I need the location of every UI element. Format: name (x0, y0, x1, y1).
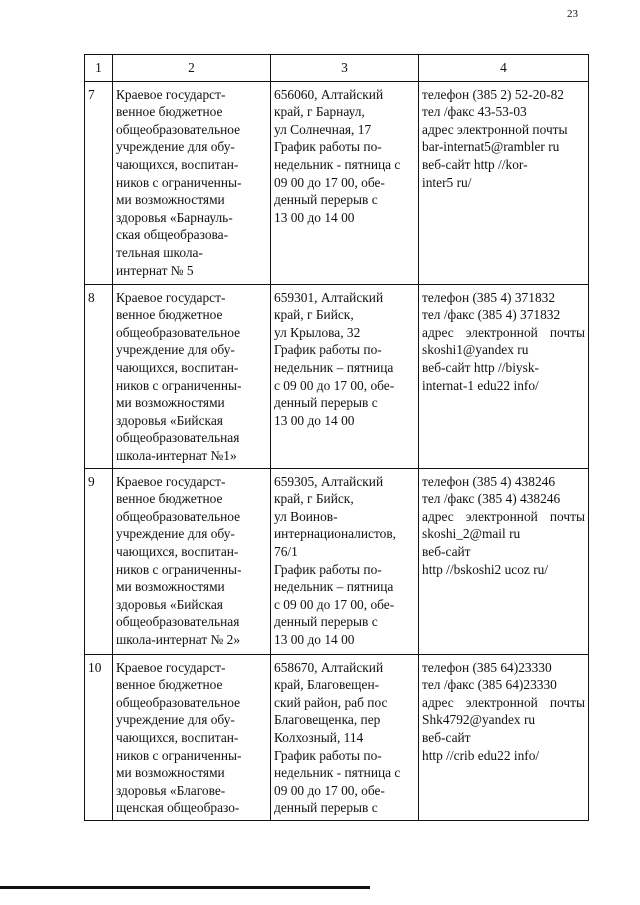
institution-address: 659301, Алтайский край, г Бийск, ул Крылова, 32 График работы по- недельник – пятница с 09 00 до 17 00, обе- денный перерыв с 13 00 до 14 00 (271, 284, 419, 468)
row-number: 10 (85, 654, 113, 820)
table-header-row (85, 55, 589, 82)
institution-address: 656060, Алтайский край, г Барнаул, ул Солнечная, 17 График работы по- недельник - пятница с 09 00 до 17 00, обе- денный перерыв с 13 00 до 14 00 (271, 81, 419, 284)
institutions-table (84, 54, 589, 821)
page-number: 23 (567, 8, 578, 20)
header-cell: 2 (113, 55, 271, 82)
table-row (85, 654, 589, 820)
institution-name: Краевое государст- венное бюджетное общеобразовательное учреждение для обу- чающихся, воспитан- ников с ограниченны- ми возможностями здоровья «Бийская общеобразовательная школа-интернат №1» (113, 284, 271, 468)
row-number: 8 (85, 284, 113, 468)
row-number: 9 (85, 468, 113, 654)
institution-contacts: телефон (385 64)23330 тел /факс (385 64)23330 адрес электронной почты Shk4792@yandex ru веб-сайт http //crib edu22 info/ (419, 654, 589, 820)
institution-contacts: телефон (385 4) 438246 тел /факс (385 4) 438246 адрес электронной почты skoshi_2@mail ru веб-сайт http //bskoshi2 ucoz ru/ (419, 468, 589, 654)
table-row (85, 284, 589, 468)
row-number: 7 (85, 81, 113, 284)
header-cell: 1 (85, 55, 113, 82)
bottom-divider (0, 886, 370, 889)
institution-contacts: телефон (385 4) 371832 тел /факс (385 4) 371832 адрес электронной почты skoshi1@yandex ru веб-сайт http //biysk- internat-1 edu22 info/ (419, 284, 589, 468)
institution-name: Краевое государст- венное бюджетное общеобразовательное учреждение для обу- чающихся, воспитан- ников с ограниченны- ми возможностями здоровья «Бийская общеобразовательная школа-интернат № 2» (113, 468, 271, 654)
institution-name: Краевое государст- венное бюджетное общеобразовательное учреждение для обу- чающихся, воспитан- ников с ограниченны- ми возможностями здоровья «Барнауль- ская общеобразова- тельная школа- интернат № 5 (113, 81, 271, 284)
table-row (85, 81, 589, 284)
institution-address: 658670, Алтайский край, Благовещен- ский район, раб пос Благовещенка, пер Колхозный, 114 График работы по- недельник - пятница с 09 00 до 17 00, обе- денный перерыв с (271, 654, 419, 820)
institution-name: Краевое государст- венное бюджетное общеобразовательное учреждение для обу- чающихся, воспитан- ников с ограниченны- ми возможностями здоровья «Благове- щенская общеобразо- (113, 654, 271, 820)
institution-address: 659305, Алтайский край, г Бийск, ул Воинов- интернационалистов, 76/1 График работы по- недельник – пятница с 09 00 до 17 00, обе- денный перерыв с 13 00 до 14 00 (271, 468, 419, 654)
institution-contacts: телефон (385 2) 52-20-82 тел /факс 43-53-03 адрес электронной почты bar-internat5@rambler ru веб-сайт http //kor- inter5 ru/ (419, 81, 589, 284)
header-cell: 4 (419, 55, 589, 82)
header-cell: 3 (271, 55, 419, 82)
table-row (85, 468, 589, 654)
